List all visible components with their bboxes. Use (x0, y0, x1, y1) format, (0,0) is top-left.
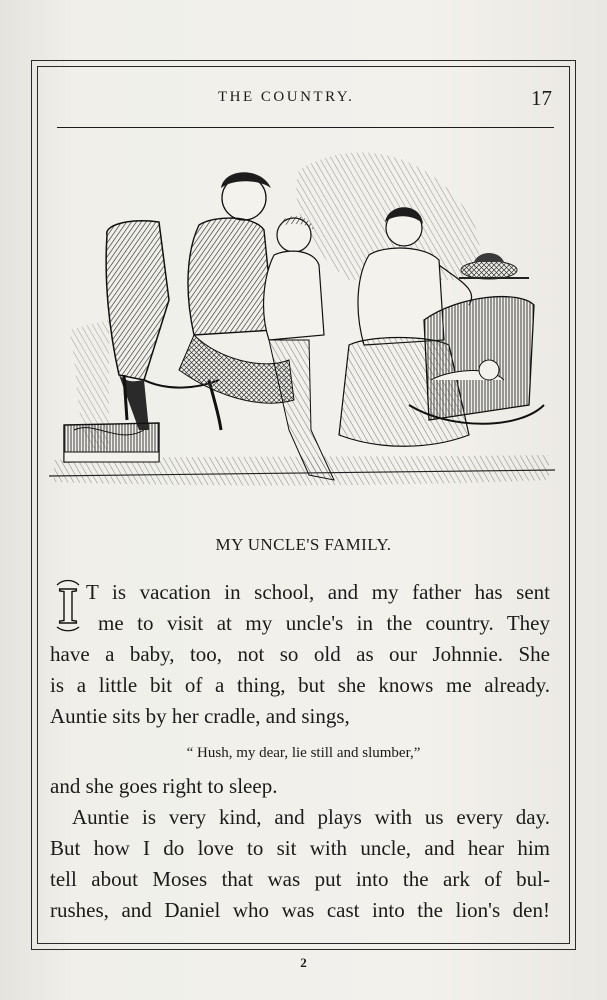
page-number: 17 (531, 86, 552, 110)
body-line: But how I do love to sit with uncle, and hear him (50, 836, 550, 860)
running-head-title: THE COUNTRY. (218, 89, 355, 105)
body-line: Auntie sits by her cradle, and sings, (50, 704, 350, 728)
svg-text:I: I (57, 578, 79, 633)
body-line: have a baby, too, not so old as our Johnnie. She (50, 642, 550, 666)
body-line: rushes, and Daniel who was cast into the lion's den! (50, 898, 550, 922)
body-line: and she goes right to sleep. (50, 774, 278, 798)
illustration-caption: MY UNCLE'S FAMILY. (215, 535, 392, 554)
body-line: me to visit at my uncle's in the country. They (98, 611, 550, 635)
body-line: tell about Moses that was put into the ark of bul- (50, 867, 550, 891)
body-line: Auntie is very kind, and plays with us every day. (72, 805, 550, 829)
family-engraving-illustration (49, 130, 555, 500)
body-line: is a little bit of a thing, but she knows me already. (50, 673, 550, 697)
header-rule (57, 127, 554, 128)
quoted-verse: “ Hush, my dear, lie still and slumber,” (186, 745, 421, 761)
signature-mark: 2 (300, 955, 307, 970)
ornamental-drop-cap (51, 577, 85, 633)
body-line: T is vacation in school, and my father has sent (86, 580, 550, 604)
